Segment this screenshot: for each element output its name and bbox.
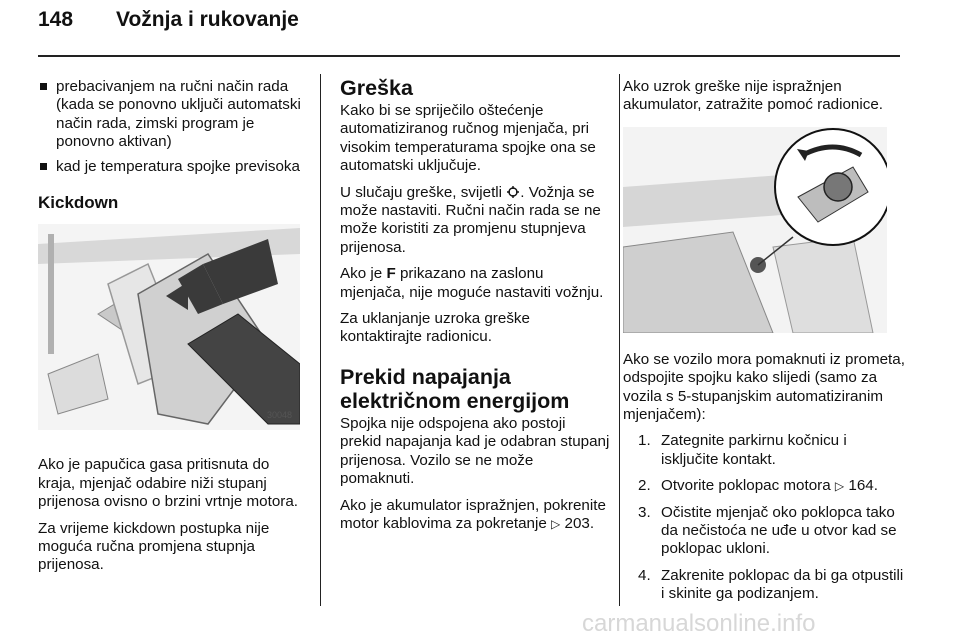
list-item: 3. Očistite mjenjač oko poklopca tako da nečistoća ne uđe u otvor kad se poklopac ukloni. (638, 503, 897, 558)
gearbox-cover-illustration-image (623, 127, 887, 333)
error-paragraph-4: Za uklanjanje uzroka greške kontaktirajte radionicu. (340, 310, 530, 346)
column-divider-2 (619, 74, 620, 606)
list-item: 1. Zategnite parkirnu kočnicu i isključite kontakt. (638, 432, 847, 468)
error-paragraph-2: U slučaju greške, svijetli . Vožnja se može nastaviti. Ručni način rada se ne može koristiti za promjenu stupnjeva prijenosa. (340, 183, 601, 256)
reference-arrow-icon: ▷ (551, 516, 561, 531)
page-reference-link[interactable]: 203. (564, 514, 595, 532)
error-paragraph-1: Kako bi se spriječilo oštećenje automatiziranog ručnog mjenjača, pri visokim temperaturama spojke ona se automatski uključuje. (340, 102, 596, 175)
list-item: prebacivanjem na ručni način rada (kada se ponovno uključi automatski način rada, zimski program je ponovno aktivan) (38, 78, 308, 152)
list-item: kad je temperatura spojke previsoka (38, 158, 308, 176)
kickdown-paragraph-2: Za vrijeme kickdown postupka nije moguća ručna promjena stupnja prijenosa. (38, 519, 270, 574)
column-left (38, 78, 308, 583)
bullet-icon (40, 83, 47, 90)
bullet-icon (40, 163, 47, 170)
page-number: 148 (38, 8, 74, 31)
list-item: 2. Otvorite poklopac motora ▷ 164. (638, 477, 878, 495)
error-heading: Greška (340, 76, 413, 100)
header-rule (38, 55, 900, 57)
column-right (623, 78, 905, 612)
workshop-paragraph: Ako uzrok greške nije ispražnjen akumulator, zatražite pomoć radionice. (623, 78, 884, 114)
list-item: 4. Zakrenite poklopac da bi ga otpustili i skinite ga podizanjem. (638, 566, 904, 603)
disconnect-clutch-paragraph: Ako se vozilo mora pomaknuti iz prometa, odspojite spojku kako slijedi (samo za vozila s 5-stupanjskim automatiziranim mjenjačem): (623, 350, 905, 424)
kickdown-illustration (38, 224, 300, 430)
power-paragraph-1: Spojka nije odspojena ako postoji prekid napajanja kad je odabran stupanj prijenosa. Vozilo se ne može pomaknuti. (340, 414, 610, 488)
figure-number: 30048 (266, 410, 292, 421)
column-middle (340, 76, 610, 541)
pedal-foot-illustration (38, 224, 300, 430)
reference-arrow-icon: ▷ (834, 479, 845, 494)
power-paragraph-2: Ako je akumulator ispražnjen, pokrenite motor kablovima za pokretanje ▷ 203. (340, 496, 606, 532)
gearbox-warning-icon (506, 185, 520, 199)
watermark: carmanualsonline.info (582, 610, 816, 637)
power-interruption-heading: Prekid napajanja električnom energijom (340, 364, 570, 413)
error-paragraph-3: Ako je F prikazano na zaslonu mjenjača, nije moguće nastaviti vožnju. (340, 265, 604, 301)
page-title: Vožnja i rukovanje (116, 8, 299, 31)
kickdown-paragraph-1: Ako je papučica gasa pritisnuta do kraja, mjenjač odabire niži stupanj prijenosa ovisno o brzini vrtnje motora. (38, 456, 298, 511)
column-divider-1 (320, 74, 321, 606)
kickdown-heading: Kickdown (38, 193, 119, 213)
gearbox-cover-illustration (623, 127, 887, 333)
page-reference-link[interactable]: 164. (848, 477, 878, 495)
